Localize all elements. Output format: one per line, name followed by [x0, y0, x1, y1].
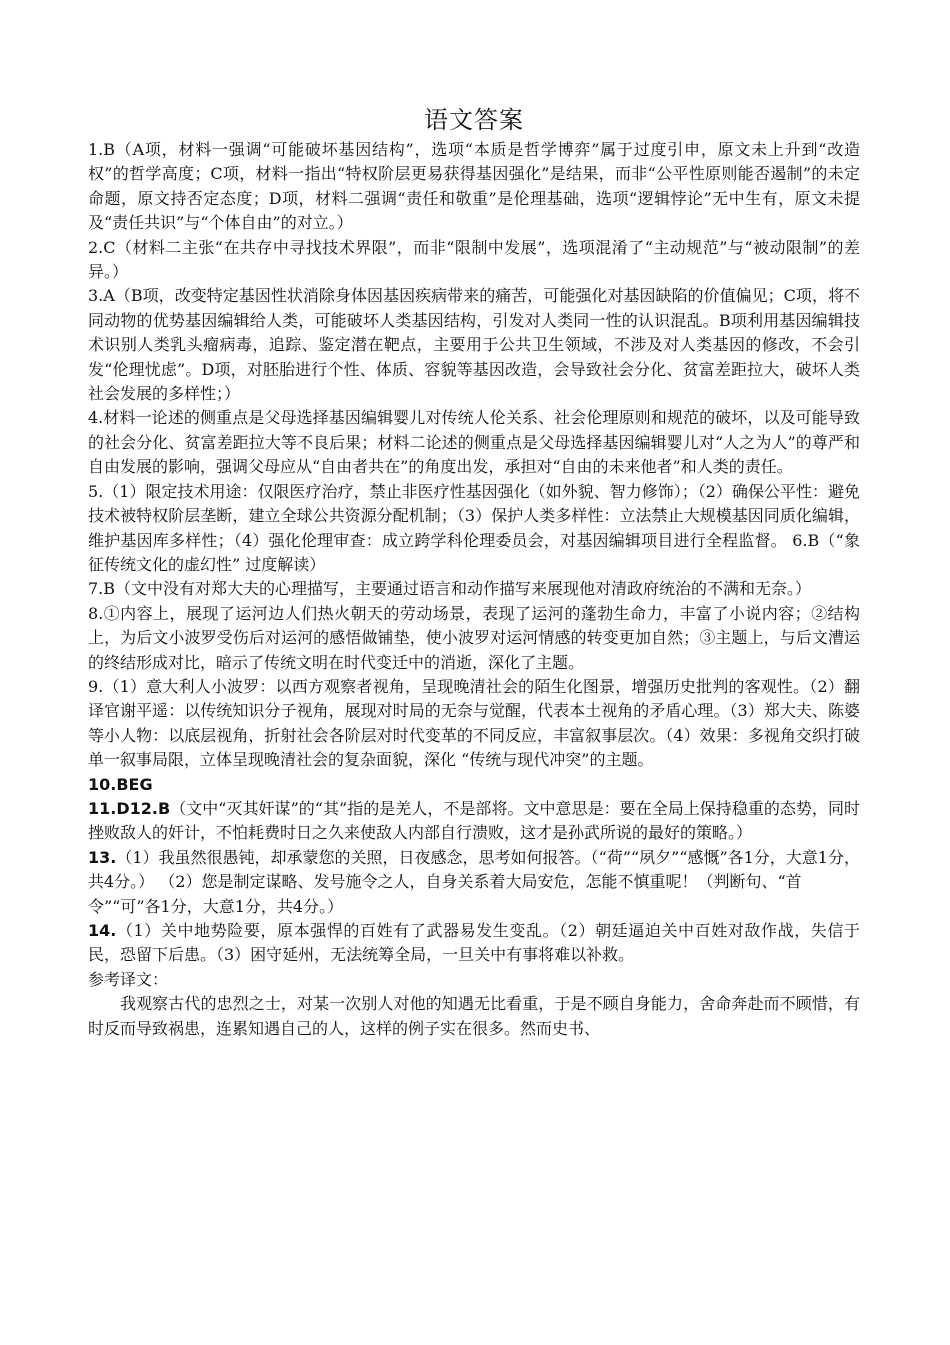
answer-11-12: [88, 797, 860, 846]
translation-paragraph: 我观察古代的忠烈之士，对某一次别人对他的知遇无比看重，于是不顾自身能力，舍命奔赴而不顾惜，有时反而导致祸患，连累知遇自己的人，这样的例子实在很多。然而史书、: [88, 994, 860, 1038]
answer-text: 参考译文：: [88, 969, 169, 989]
answer-text: 1.B（A项，材料一强调“可能破坏基因结构”，选项“本质是哲学博弈”属于过度引申，原文未上升到“改造权”的哲学高度；C项，材料一指出“特权阶层更易获得基因强化”是结果，而非“公平性原则能否遏制”的未定命题，原文持否定态度；D项，材料二强调“责任和敬重”是伦理基础，选项“逻辑悖论”无中生有，原文未提及“责任共识”与“个体自由”的对立。）: [88, 140, 860, 233]
answer-text: 5.（1）限定技术用途：仅限医疗治疗，禁止非医疗性基因强化（如外貌、智力修饰）；（2）确保公平性：避免技术被特权阶层垄断，建立全球公共资源分配机制；（3）保护人类多样性：立法禁止大规模基因同质化编辑，维护基因库多样性；（4）强化伦理审查：成立跨学科伦理委员会，对基因编辑项目进行全程监督。 6.B（“象征传统文化的虚幻性” 过度解读）: [88, 481, 860, 574]
answer-text: （1）我虽然很愚钝，却承蒙您的关照，日夜感念，思考如何报答。（“荷”“夙夕”“感慨”各1分，大意1分，共4分。） （2）您是制定谋略、发号施令之人，自身关系着大局安危，怎能不慎重呢！（判断句、“首: [88, 847, 860, 892]
answer-number: 11.D12.B: [88, 798, 171, 818]
answer-number: 10.BEG: [88, 774, 153, 794]
answer-3: [88, 284, 860, 406]
answer-8: [88, 602, 860, 675]
answer-9: [88, 675, 860, 773]
translation-heading: [88, 968, 860, 992]
answer-4: [88, 406, 860, 479]
answer-13: [88, 846, 860, 895]
answer-text: 7.B（文中没有对郑大夫的心理描写，主要通过语言和动作描写来展现他对清政府统治的不满和无奈。）: [88, 579, 812, 599]
answer-14: [88, 919, 860, 968]
answer-7: [88, 577, 860, 601]
answer-text: 令”“可”各1分，大意1分，共4分。）: [88, 896, 344, 916]
answer-1: [88, 138, 860, 236]
answer-text: （1）关中地势险要，原本强悍的百姓有了武器易发生变乱。（2）朝廷逼迫关中百姓对敌作战，失信于民，恐留下后患。（3）困守延州，无法统筹全局，一旦关中有事将难以补救。: [88, 921, 860, 965]
answer-text: （文中“灭其奸谋”的“其”指的是羌人，不是部将。文中意思是：要在全局上保持稳重的态势，同时挫败敌人的奸计，不怕耗费时日之久来使敌人内部自行溃败，这才是孙武所说的最好的策略。）: [88, 798, 860, 843]
answer-5-6: [88, 480, 860, 578]
answer-text: 2.C（材料二主张“在共存中寻找技术界限”，而非“限制中发展”，选项混淆了“主动规范”与“被动限制”的差异。）: [88, 237, 860, 282]
answer-number: 13.: [88, 847, 117, 867]
answer-2: [88, 236, 860, 285]
answer-10: [88, 773, 860, 797]
answer-text: 4.材料一论述的侧重点是父母选择基因编辑婴儿对传统人伦关系、社会伦理原则和规范的破坏，以及可能导致的社会分化、贫富差距拉大等不良后果；材料二论述的侧重点是父母选择基因编辑婴儿对“人之为人”的尊严和自由发展的影响，强调父母应从“自由者共在”的角度出发，承担对“自由的未来他者”和人类的责任。: [88, 408, 860, 477]
answer-text: 9.（1）意大利人小波罗：以西方观察者视角，呈现晚清社会的陌生化图景，增强历史批判的客观性。（2）翻译官谢平遥：以传统知识分子视角，展现对时局的无奈与觉醒，代表本土视角的矛盾心理。（3）郑大夫、陈婆等小人物：以底层视角，折射社会各阶层对时代变革的不同反应，丰富叙事层次。（4）效果：多视角交织打破单一叙事局限，立体呈现晚清社会的复杂面貌，深化 “传统与现代冲突”的主题。: [88, 676, 860, 770]
answer-text: 3.A（B项，改变特定基因性状消除身体因基因疾病带来的痛苦，可能强化对基因缺陷的价值偏见；C项，将不同动物的优势基因编辑给人类，可能破坏人类基因结构，引发对人类同一性的认识混乱。B项利用基因编辑技术识别人类乳头瘤病毒，追踪、鉴定潜在靶点，主要用于公共卫生领域，不涉及对人类基因的修改，不会引发“伦理忧虑”。D项，对胚胎进行个性、体质、容貌等基因改造，会导致社会分化、贫富差距拉大，破坏人类社会发展的多样性；）: [88, 286, 860, 404]
answer-number: 14.: [88, 921, 117, 940]
answer-13-continued: [88, 895, 860, 919]
answer-page: [88, 104, 860, 1041]
page-title: 语文答案: [424, 106, 524, 134]
answer-text: 8.①内容上，展现了运河边人们热火朝天的劳动场景，表现了运河的蓬勃生命力，丰富了小说内容；②结构上，为后文小波罗受伤后对运河的感悟做铺垫，使小波罗对运河情感的转变更加自然；③主题上，与后文漕运的终结形成对比，暗示了传统文明在时代变迁中的消逝，深化了主题。: [88, 603, 860, 672]
